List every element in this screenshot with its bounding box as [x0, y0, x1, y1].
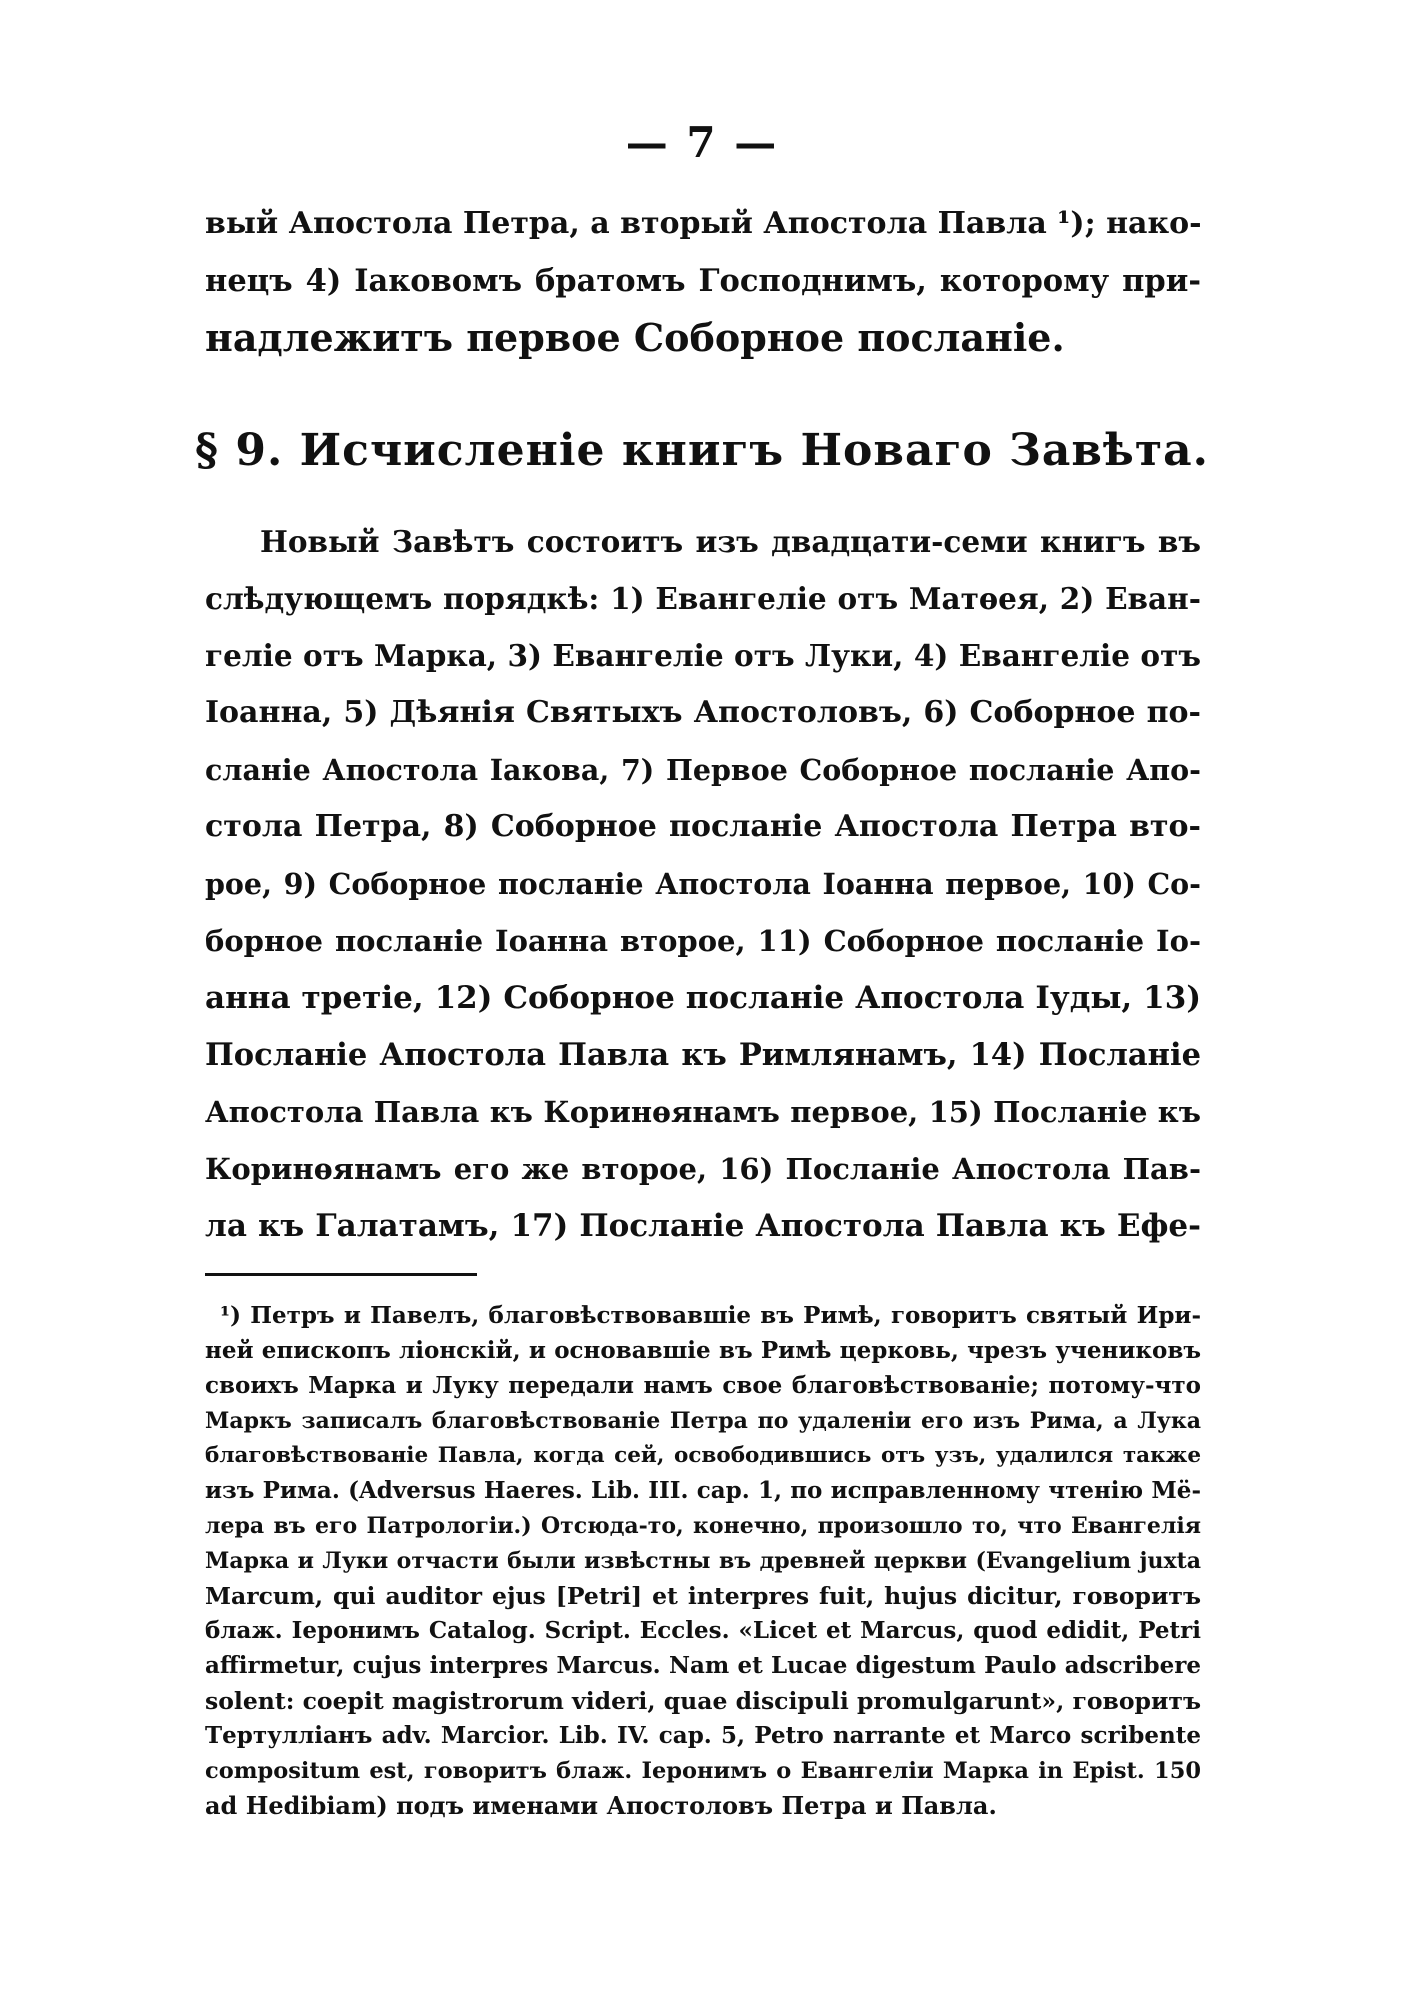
main-text-line: Новый Завѣтъ состоитъ изъ двадцати-семи книгъ въ: [260, 524, 1201, 559]
main-text-line: Іоанна, 5) Дѣянія Святыхъ Апостоловъ, 6) Соборное по-: [205, 695, 1201, 730]
main-text-line: стола Петра, 8) Соборное посланіе Апостола Петра вто-: [205, 809, 1201, 844]
footnote-line: Марка и Луки отчасти были извѣстны въ древней церкви (Evangelium juxta: [205, 1548, 1201, 1574]
footnote-line: изъ Рима. (Adversus Haeres. Lib. III. cap. 1, по исправленному чтенію Мё-: [205, 1477, 1201, 1504]
footnote-marker: ¹): [220, 1302, 241, 1329]
footnote-line: ней епископъ ліонскій, и основавшіе въ Римѣ церковь, чрезъ учениковъ: [205, 1337, 1201, 1364]
continuation-line: надлежитъ первое Соборное посланіе.: [205, 315, 1065, 360]
section-heading: § 9. Исчисленіе книгъ Новаго Завѣта.: [195, 425, 1209, 476]
footnote-line: Marcum, qui auditor ejus [Petri] et interpres fuit, hujus dicitur, говоритъ: [205, 1582, 1201, 1610]
main-text-line: Посланіе Апостола Павла къ Римлянамъ, 14) Посланіе: [205, 1037, 1201, 1073]
main-text-line: ла къ Галатамъ, 17) Посланіе Апостола Павла къ Ефе-: [205, 1208, 1201, 1244]
footnote-line: Тертулліанъ adv. Marcior. Lib. IV. cap. 5, Petro narrante et Marco scribente: [205, 1722, 1201, 1749]
main-text-line: сланіе Апостола Іакова, 7) Первое Соборное посланіе Апо-: [205, 753, 1201, 787]
footnote-line: своихъ Марка и Луку передали намъ свое благовѣствованіе; потому-что: [205, 1372, 1201, 1399]
main-text-line: слѣдующемъ порядкѣ: 1) Евангеліе отъ Матѳея, 2) Еван-: [205, 581, 1201, 616]
footnote-line: affirmetur, cujus interpres Marcus. Nam et Lucae digestum Paulo adscribere: [205, 1652, 1201, 1679]
main-text-line: анна третіе, 12) Соборное посланіе Апостола Іуды, 13): [205, 980, 1201, 1016]
main-text-line: Коринѳянамъ его же второе, 16) Посланіе Апостола Пав-: [205, 1152, 1201, 1186]
footnote-line: благовѣствованіе Павла, когда сей, освободившись отъ узъ, удалился также: [205, 1443, 1201, 1468]
footnote-line: ad Hedibiam) подъ именами Апостоловъ Петра и Павла.: [205, 1791, 997, 1820]
footnote-line: лера въ его Патрологіи.) Отсюда-то, конечно, произошло то, что Евангелія: [205, 1513, 1201, 1539]
footnote-line: solent: coepit magistrorum videri, quae discipuli promulgarunt», говоритъ: [205, 1687, 1201, 1715]
footnote-line: блаж. Іеронимъ Catalog. Script. Eccles. «Licet et Marcus, quod edidit, Petri: [205, 1617, 1201, 1644]
main-text-line: геліе отъ Марка, 3) Евангеліе отъ Луки, 4) Евангеліе отъ: [205, 638, 1201, 673]
main-text-line: борное посланіе Іоанна второе, 11) Соборное посланіе Іо-: [205, 924, 1201, 958]
page-number: — 7 —: [625, 118, 779, 167]
continuation-line: вый Апостола Петра, а вторый Апостола Павла ¹); нако-: [205, 206, 1202, 241]
footnote-line: compositum est, говоритъ блаж. Іеронимъ о Евангеліи Марка in Epist. 150: [205, 1758, 1201, 1784]
footnote-line: Маркъ записалъ благовѣствованіе Петра по удаленіи его изъ Рима, а Лука: [205, 1408, 1201, 1434]
footnote-separator: [205, 1273, 477, 1276]
main-text-line: Апостола Павла къ Коринѳянамъ первое, 15) Посланіе къ: [205, 1095, 1201, 1129]
continuation-line: нецъ 4) Іаковомъ братомъ Господнимъ, которому при-: [205, 263, 1201, 299]
footnote-line: ¹) Петръ и Павелъ, благовѣствовавшіе въ Римѣ, говоритъ святый Ири-: [220, 1302, 1202, 1329]
main-text-line: рое, 9) Соборное посланіе Апостола Іоанна первое, 10) Со-: [205, 867, 1201, 901]
